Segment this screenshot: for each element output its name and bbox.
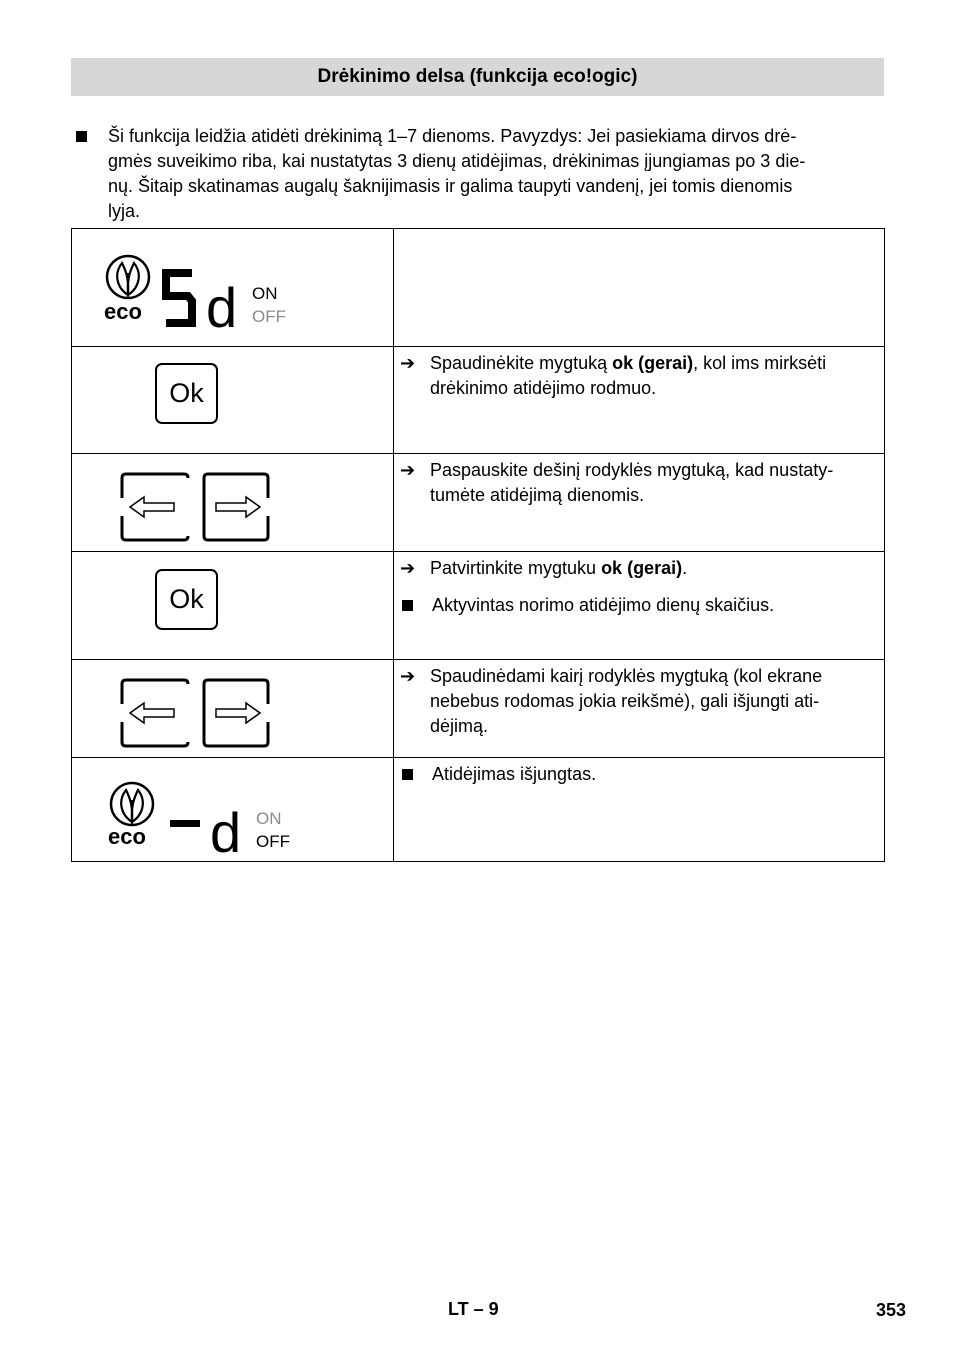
table-row bbox=[72, 229, 885, 347]
intro-text bbox=[108, 124, 805, 224]
square-bullet-icon bbox=[76, 131, 87, 142]
on-label: ON bbox=[256, 809, 282, 828]
arrow-buttons bbox=[118, 472, 272, 544]
step-text: , kol ims mirksėti bbox=[693, 353, 827, 373]
table-row bbox=[72, 758, 885, 862]
display-cell bbox=[72, 758, 394, 862]
button-cell bbox=[72, 347, 394, 454]
intro-line: Ši funkcija leidžia atidėti drėkinimą 1–7 dienoms. Pavyzdys: Jei pasiekiama dirvos drė- bbox=[108, 126, 797, 146]
unit-d: d bbox=[206, 276, 238, 333]
eco-leaf-icon bbox=[111, 783, 153, 825]
section-heading bbox=[71, 58, 884, 96]
square-bullet-icon bbox=[402, 769, 413, 780]
square-bullet-icon bbox=[402, 600, 413, 611]
result-text: Atidėjimas išjungtas. bbox=[432, 764, 597, 784]
intro-line: lyja. bbox=[108, 201, 141, 221]
unit-d: d bbox=[210, 801, 242, 860]
result-text: Aktyvintas norimo atidėjimo dienų skaičius. bbox=[432, 595, 775, 615]
step-text: dėjimą. bbox=[430, 716, 489, 736]
eco-leaf-icon bbox=[107, 256, 149, 298]
step-text: nebebus rodomas jokia reikšmė), gali išjungti ati- bbox=[430, 691, 820, 711]
off-label: OFF bbox=[256, 832, 290, 851]
text-cell bbox=[394, 552, 885, 660]
step-text: Patvirtinkite mygtuku bbox=[430, 558, 602, 578]
text-cell bbox=[394, 229, 885, 347]
button-cell bbox=[72, 454, 394, 552]
left-arrow-button[interactable] bbox=[122, 680, 188, 746]
table-row bbox=[72, 660, 885, 758]
step-instruction bbox=[394, 552, 884, 581]
arrow-right-icon: ➔ bbox=[400, 666, 416, 686]
step-instruction bbox=[394, 454, 884, 508]
result-note bbox=[394, 593, 884, 618]
footer-section: LT – 9 bbox=[448, 1299, 499, 1319]
table-row bbox=[72, 347, 885, 454]
table-row bbox=[72, 552, 885, 660]
arrow-buttons bbox=[118, 678, 272, 750]
text-cell bbox=[394, 454, 885, 552]
intro-line: nų. Šitaip skatinamas augalų šaknijimasis ir galima taupyti vandenį, jei tomis dienomis bbox=[108, 176, 793, 196]
step-text: drėkinimo atidėjimo rodmuo. bbox=[430, 378, 657, 398]
step-text-bold: ok (gerai) bbox=[601, 558, 683, 578]
right-arrow-button[interactable] bbox=[204, 680, 268, 746]
ok-button[interactable]: Ok bbox=[155, 363, 218, 424]
instruction-table bbox=[71, 228, 885, 862]
step-text: Spaudinėkite mygtuką bbox=[430, 353, 613, 373]
intro-paragraph bbox=[76, 124, 886, 224]
text-cell bbox=[394, 758, 885, 862]
eco-label: eco bbox=[104, 299, 142, 324]
step-instruction bbox=[394, 347, 884, 401]
lcd-display-delay-5d bbox=[102, 251, 302, 333]
button-cell bbox=[72, 552, 394, 660]
seven-segment-digit bbox=[166, 273, 192, 323]
ok-button[interactable]: Ok bbox=[155, 569, 218, 630]
step-text: tumėte atidėjimą dienomis. bbox=[430, 485, 645, 505]
right-arrow-button[interactable] bbox=[204, 474, 268, 540]
eco-label: eco bbox=[108, 824, 146, 849]
step-text: . bbox=[682, 558, 688, 578]
dash-segment bbox=[170, 820, 200, 827]
text-cell bbox=[394, 660, 885, 758]
on-label: ON bbox=[252, 284, 278, 303]
left-arrow-button[interactable] bbox=[122, 474, 188, 540]
page-number: 353 bbox=[876, 1300, 907, 1320]
arrow-right-icon: ➔ bbox=[400, 460, 416, 480]
lcd-display-delay-off bbox=[106, 778, 306, 860]
arrow-right-icon: ➔ bbox=[400, 558, 416, 578]
intro-line: gmės suveikimo riba, kai nustatytas 3 dienų atidėjimas, drėkinimas įjungiamas po 3 die- bbox=[108, 151, 806, 171]
step-instruction bbox=[394, 660, 884, 739]
step-text: Paspauskite dešinį rodyklės mygtuką, kad nustaty- bbox=[430, 460, 834, 480]
result-note bbox=[394, 758, 884, 787]
step-text-bold: ok (gerai) bbox=[612, 353, 694, 373]
display-cell bbox=[72, 229, 394, 347]
arrow-right-icon: ➔ bbox=[400, 353, 416, 373]
section-title: Drėkinimo delsa (funkcija eco!ogic) bbox=[317, 66, 638, 87]
step-text: Spaudinėdami kairį rodyklės mygtuką (kol ekrane bbox=[430, 666, 823, 686]
table-row bbox=[72, 454, 885, 552]
off-label: OFF bbox=[252, 307, 286, 326]
button-cell bbox=[72, 660, 394, 758]
text-cell bbox=[394, 347, 885, 454]
